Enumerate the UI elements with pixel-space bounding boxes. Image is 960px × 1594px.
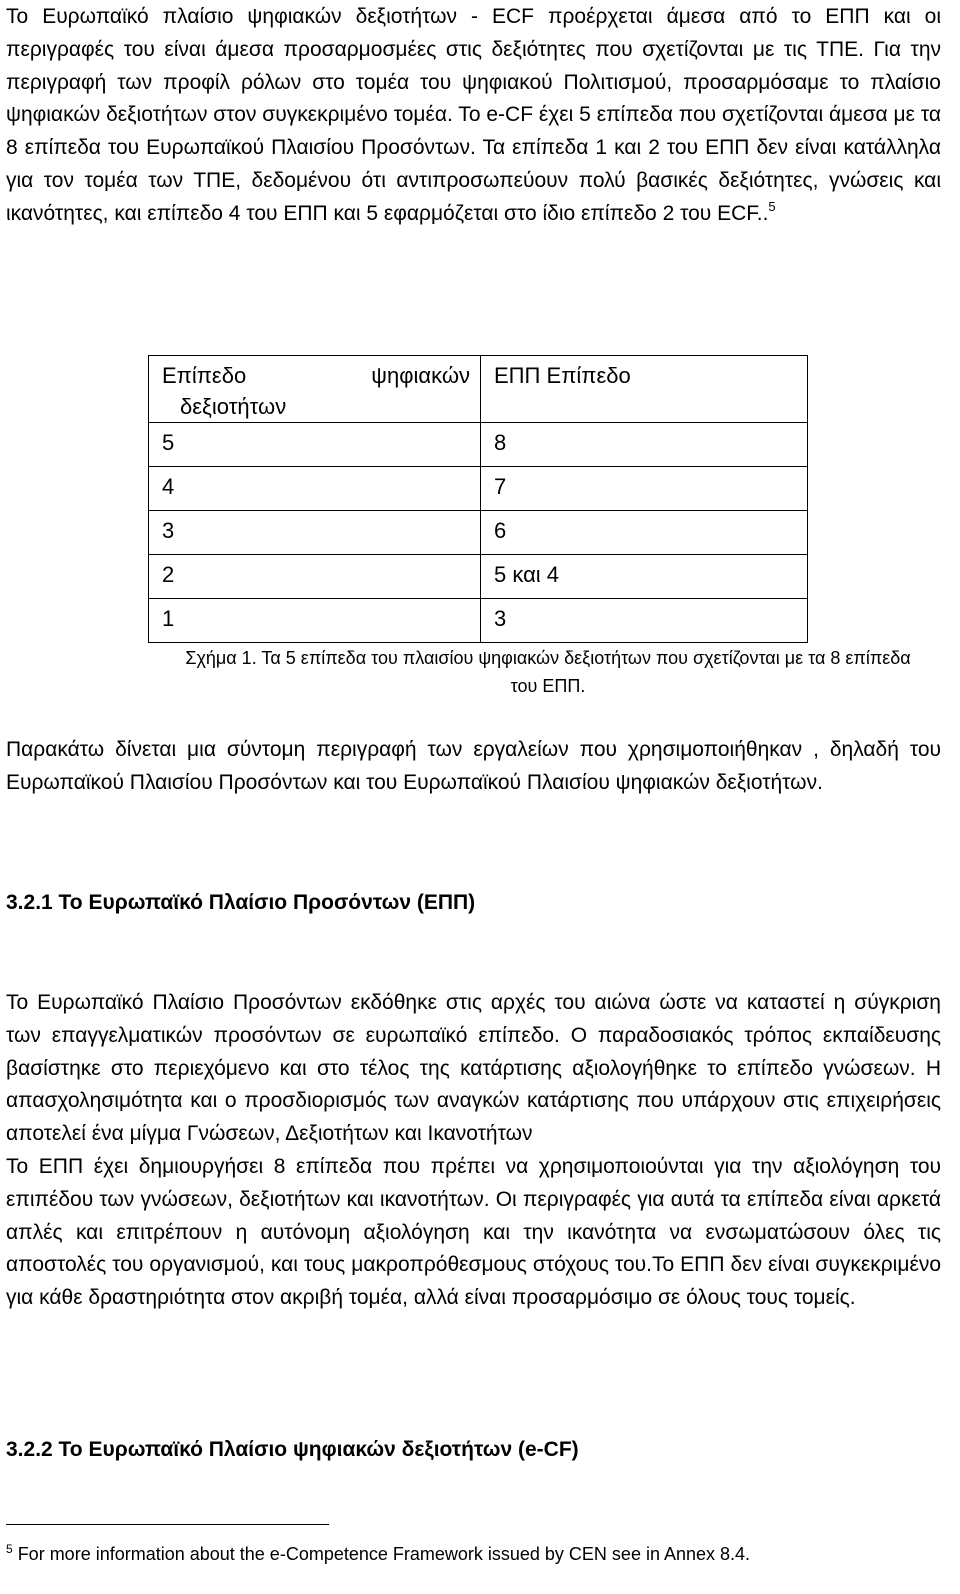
ecf-level-cell: 2	[149, 555, 481, 599]
eqf-paragraph-1: Το Ευρωπαϊκό Πλαίσιο Προσόντων εκδόθηκε στις αρχές του αιώνα ώστε να καταστεί η σύγκριση των επαγγελματικών προσόντων σε ευρωπαϊκό επίπεδο. Ο παραδοσιακός τρόπος εκπαίδευσης βασίστηκε στο περιεχόμενο και στο τέλος της κατάρτισης αξιολογήθηκε το επίπεδο γνώσεων. Η απασχολησιμότητα και ο προσδιορισμός των αναγκών κατάρτισης που υπάρχουν στις επιχειρήσεις αποτελεί ένα μίγμα Γνώσεων, Δεξιοτήτων και Ικανοτήτων	[6, 991, 941, 1146]
figure-caption	[148, 644, 948, 700]
section-heading-3-2-2: 3.2.2 Το Ευρωπαϊκό Πλαίσιο ψηφιακών δεξιοτήτων (e-CF)	[6, 1438, 579, 1461]
section-3-2-1-body	[6, 987, 941, 1315]
footnote	[6, 1540, 750, 1568]
ecf-level-cell: 4	[149, 467, 481, 511]
caption-line-2: του ΕΠΠ.	[510, 676, 586, 696]
footnote-separator	[6, 1524, 329, 1525]
caption-line-1: Σχήμα 1. Τα 5 επίπεδα του πλαισίου ψηφιακών δεξιοτήτων που σχετίζονται με τα 8 επίπεδα	[185, 648, 911, 668]
ecf-level-cell: 1	[149, 599, 481, 643]
ecf-level-cell: 5	[149, 423, 481, 467]
footnote-number: 5	[6, 1542, 13, 1556]
intro-text: Το Ευρωπαϊκό πλαίσιο ψηφιακών δεξιοτήτων - ECF προέρχεται άμεσα από το ΕΠΠ και οι περιγραφές του είναι άμεσα προσαρμοσμέες στις δεξιότητες που σχετίζονται με τις ΤΠΕ. Για την περιγραφή των προφίλ ρόλων στο τομέα του ψηφιακού Πολιτισμού, προσαρμόσαμε το πλαίσιο ψηφιακών δεξιοτήτων στον συγκεκριμένο τομέα. Το e-CF έχει 5 επίπεδα που σχετίζονται άμεσα με τα 8 επίπεδα του Ευρωπαϊκού Πλαισίου Προσόντων. Τα επίπεδα 1 και 2 του ΕΠΠ δεν είναι κατάλληλα για τον τομέα των ΤΠΕ, δεδομένου ότι αντιπροσωπεύουν πολύ βασικές δεξιότητες, γνώσεις και ικανότητες, και επίπεδο 4 του ΕΠΠ και 5 εφαρμόζεται στο ίδιο επίπεδο 2 του ECF..	[6, 5, 941, 225]
table-row	[149, 599, 808, 643]
levels-table	[148, 355, 808, 643]
eqf-level-cell: 3	[481, 599, 808, 643]
table-row	[149, 423, 808, 467]
table-row	[149, 555, 808, 599]
eqf-level-cell: 7	[481, 467, 808, 511]
summary-paragraph: Παρακάτω δίνεται μια σύντομη περιγραφή των εργαλείων που χρησιμοποιήθηκαν , δηλαδή του Ευρωπαϊκού Πλαισίου Προσόντων και του Ευρωπαϊκού Πλαισίου ψηφιακών δεξιοτήτων.	[6, 738, 941, 794]
footnote-text: For more information about the e-Competence Framework issued by CEN see in Annex 8.4.	[12, 1544, 751, 1564]
table-row	[149, 511, 808, 555]
ecf-level-cell: 3	[149, 511, 481, 555]
header-eqf-level: ΕΠΠ Επίπεδο	[481, 356, 808, 423]
header-ecf-level: Επίπεδο ψηφιακών δεξιοτήτων	[149, 356, 481, 423]
eqf-level-cell: 8	[481, 423, 808, 467]
table-header-row	[149, 356, 808, 423]
eqf-level-cell: 5 και 4	[481, 555, 808, 599]
footnote-reference[interactable]: 5	[768, 198, 776, 214]
eqf-level-cell: 6	[481, 511, 808, 555]
table-row	[149, 467, 808, 511]
intro-paragraph	[6, 1, 941, 231]
section-heading-3-2-1: 3.2.1 Το Ευρωπαϊκό Πλαίσιο Προσόντων (ΕΠΠ)	[6, 891, 476, 914]
eqf-paragraph-2: Το ΕΠΠ έχει δημιουργήσει 8 επίπεδα που πρέπει να χρησιμοποιούνται για την αξιολόγηση του επιπέδου των γνώσεων, δεξιοτήτων και ικανοτήτων. Οι περιγραφές για αυτά τα επίπεδα είναι αρκετά απλές και επιτρέπουν η αυτόνομη αξιολόγηση και την ικανότητα να ενσωματώσουν όλες τις αποστολές του οργανισμού, και τους μακροπρόθεσμους στόχους του.Το ΕΠΠ δεν είναι συγκεκριμένο για κάθε δραστηριότητα στον ακριβή τομέα, αλλά είναι προσαρμόσιμο σε όλους τους τομείς.	[6, 1154, 941, 1310]
